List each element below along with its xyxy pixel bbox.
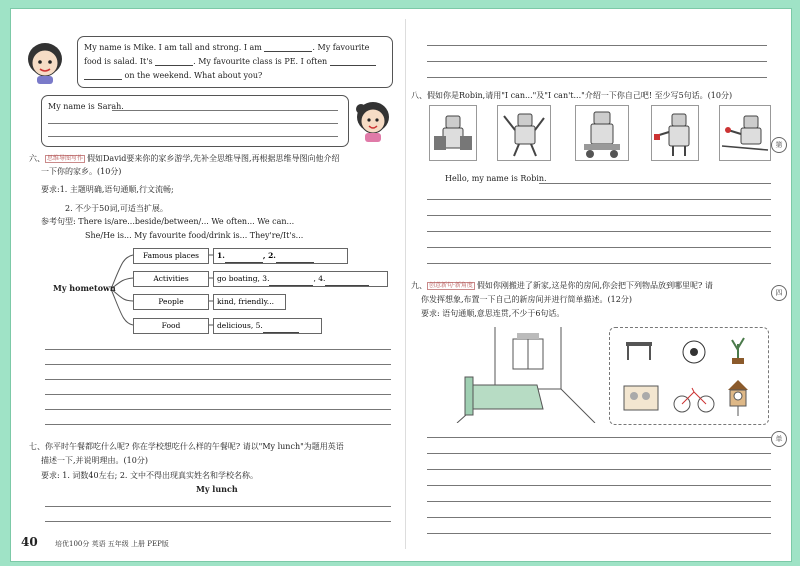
- mike-text-2a: food is salad. It's: [84, 57, 153, 66]
- q7-title: My lunch: [196, 484, 238, 494]
- q6-requirement-1: 要求:1. 主题明确,语句通顺,行文流畅;: [41, 185, 174, 194]
- robin-picture-4: [651, 105, 699, 161]
- sarah-speech-bubble: [41, 95, 349, 147]
- side-mark-3: 单: [771, 431, 787, 447]
- blank-9[interactable]: [263, 325, 299, 333]
- page-number: 40: [21, 535, 38, 549]
- q7-instruction-2: 描述一下,并说明理由。(10分): [41, 456, 148, 465]
- robin-picture-3: [575, 105, 629, 161]
- mike-speech-bubble: [77, 36, 393, 88]
- side-mark-1: 第: [771, 137, 787, 153]
- branch-people: People: [133, 294, 209, 310]
- q6-reference-2: She/He is... My favourite food/drink is... They're/It's...: [85, 231, 304, 240]
- blank-1[interactable]: [264, 43, 312, 52]
- robin-picture-1: [429, 105, 477, 161]
- blank-3[interactable]: [330, 57, 376, 66]
- blank-8[interactable]: [325, 278, 369, 286]
- room-illustration: [447, 327, 597, 423]
- objects-box: [609, 327, 769, 425]
- sarah-avatar: [353, 99, 393, 143]
- mike-text-2b: . My favourite class is PE. I often: [193, 57, 328, 66]
- mike-avatar: [23, 39, 67, 85]
- robin-picture-5: [719, 105, 771, 161]
- q7-instruction-1: 七、你平时午餐都吃什么呢? 你在学校想吃什么样的午餐呢? 请以"My lunch"为题用英语: [29, 442, 344, 451]
- blank-6[interactable]: [276, 255, 314, 263]
- worksheet-page: [10, 8, 792, 562]
- footer-text: 培优100分 英语 五年级 上册 PEP版: [55, 540, 169, 548]
- q6-instruction-2: 一下你的家乡。(10分): [41, 167, 122, 176]
- mind-map-center: My hometown: [53, 283, 116, 293]
- blank-5[interactable]: [225, 255, 263, 263]
- robin-pictures: [429, 105, 769, 165]
- side-mark-2: 四: [771, 285, 787, 301]
- mike-text-3: on the weekend. What about you?: [124, 71, 263, 80]
- q6-reference-1: 参考句型: There is/are...beside/between/... We often... We can...: [41, 217, 295, 226]
- q9-instruction-1: 九、 创意新句·新角度 假如你刚搬进了新家,这是你的房间,你会把下列物品放到哪里呢? 请: [411, 281, 713, 290]
- column-divider: [405, 19, 406, 549]
- q9-instruction-2: 你发挥想象,布置一下自己的新房间并进行简单描述。(12分): [421, 295, 632, 304]
- q6-tag: 思维导图写作: [47, 154, 84, 162]
- q9-tag: 创意新句·新角度: [429, 281, 473, 289]
- sarah-text: My name is Sarah.: [48, 102, 124, 111]
- people-detail: kind, friendly...: [213, 294, 286, 310]
- blank-4[interactable]: [84, 71, 122, 80]
- famous-places-detail: 1. , 2.: [213, 248, 348, 264]
- branch-famous-places: Famous places: [133, 248, 209, 264]
- mike-text-1b: . My favourite: [312, 43, 370, 52]
- q8-instruction: 八、假如你是Robin,请用"I can..."及"I can't..."介绍一下你自己吧! 至少写5句话。(10分): [411, 91, 733, 100]
- q9-requirement: 要求: 语句通顺,意思连贯,不少于6句话。: [421, 309, 565, 318]
- branch-activities: Activities: [133, 271, 209, 287]
- mike-text-1: My name is Mike. I am tall and strong. I am: [84, 43, 262, 52]
- q7-requirement: 要求: 1. 词数40左右; 2. 文中不得出现真实姓名和学校名称。: [41, 471, 259, 480]
- blank-2[interactable]: [155, 57, 193, 66]
- blank-7[interactable]: [269, 278, 313, 286]
- activities-detail: go boating, 3. , 4.: [213, 271, 388, 287]
- q6-requirement-2: 2. 不少于50词,可适当扩展。: [65, 204, 168, 213]
- q8-start-sentence: Hello, my name is Robin.: [445, 174, 547, 183]
- branch-food: Food: [133, 318, 209, 334]
- robin-picture-2: [497, 105, 551, 161]
- food-detail: delicious, 5.: [213, 318, 322, 334]
- q6-instruction-1: 六、 思维导图写作 假如David要来你的家乡游学,先补全思维导图,再根据思维导图向他介绍: [29, 154, 340, 163]
